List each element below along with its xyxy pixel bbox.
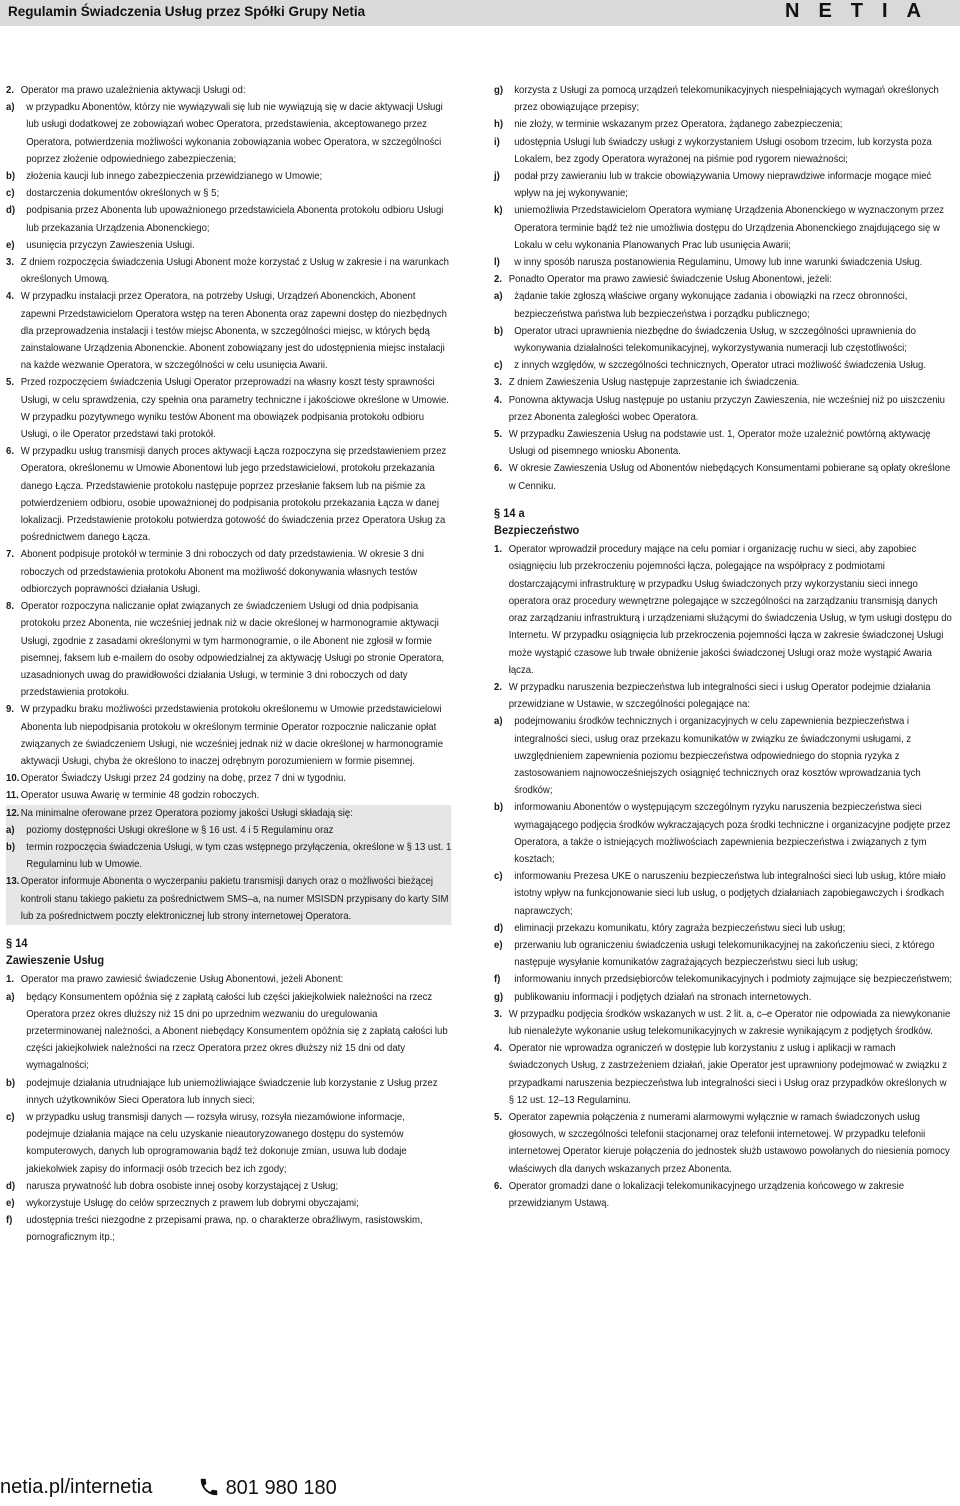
list-item: a) poziomy dostępności Usługi określone w § 16 ust. 4 i 5 Regulaminu oraz <box>6 824 334 836</box>
paragraph-9: 9. W przypadku braku możliwości przedstawienia protokołu określonemu w Umowie przedstawicielowi Abonenta lub niepodpisania protokołu w określonym terminie Operator rozpocznie naliczanie opłat związanych ze świadczeniem Usługi, nie wcześniej jednak niż w dacie określonej w harmonogramie aktywacji Usługi, chyba że określono to inaczej odrębnym porozumieniem w formie pisemnej. <box>6 704 444 767</box>
list-item: d) narusza prywatność lub dobra osobiste innej osoby korzystającej z Usług; <box>6 1180 339 1192</box>
paragraph-11: 11. Operator usuwa Awarię w terminie 48 godzin roboczych. <box>6 790 260 802</box>
list-item: f) udostępnia treści niezgodne z przepisami prawa, np. o charakterze obraźliwym, rasistowskim, pornograficznym itp.; <box>6 1215 423 1244</box>
paragraph-2: 2. Operator ma prawo uzależnienia aktywacji Usługi od: <box>6 85 246 96</box>
footer-url[interactable]: netia.pl/internetia <box>0 1476 153 1498</box>
list-item: e) przerwaniu lub ograniczeniu świadczenia usługi telekomunikacyjnej na zakończeniu sieci, z którego następuje wysyłanie komunikatów zagrażających bezpieczeństwu sieci lub usług; <box>494 939 935 969</box>
list-item: k) uniemożliwia Przedstawicielom Operatora wymianę Urządzenia Abonenckiego w wyznaczonym przez Operatora terminie bądź też nie umożliwia dostępu do Urządzenia Abonenckiego znajdującego się w Lokalu w celu wykonania Planowanych Prac lub usunięcia Awarii; <box>494 205 945 251</box>
paragraph-3: 3. Z dniem rozpoczęcia świadczenia Usługi Abonent może korzystać z Usług w zakresie i na warunkach określonych Umową. <box>6 257 449 286</box>
list-item: c) informowaniu Prezesa UKE o naruszeniu bezpieczeństwa lub integralności sieci lub usług, które miało istotny wpływ na funkcjonowanie sieci lub usług, o podjętych działaniach zapobiegawczych i środkach naprawczych; <box>494 871 946 917</box>
paragraph-4: 4. W przypadku instalacji przez Operatora, na potrzeby Usługi, Urządzeń Abonenckich, Abonent zapewni Przedstawicielom Operatora wstęp na teren Abonenta oraz zapewni dostęp do niezbędnych dla przeprowadzenia instalacji i testów miejsc Abonenta, w szczególności miejsc, w których będą zainstalowane Urządzenia Abonenckie. Abonent zobowiązany jest do udostępnienia miejsc instalacji na każde wezwanie Operatora, w szczególności w celu usunięcia Awarii. <box>6 291 447 372</box>
paragraph-5: 5. Przed rozpoczęciem świadczenia Usługi Operator przeprowadzi na własny koszt testy sprawności Usługi, w celu sprawdzenia, czy spełnia ona parametry techniczne i jakościowe określone w Umowie. W przypadku pozytywnego wyniku testów Abonent ma obowiązek podpisania protokołu odbioru Usługi, o ile Operator przedstawi taki protokół. <box>6 377 449 441</box>
document-title: Regulamin Świadczenia Usług przez Spółki Grupy Netia <box>8 4 366 19</box>
list-item: h) nie złoży, w terminie wskazanym przez Operatora, żądanego zabezpieczenia; <box>494 119 843 131</box>
list-item: b) złożenia kaucji lub innego zabezpieczenia przewidzianego w Umowie; <box>6 171 323 183</box>
list-item: c) dostarczenia dokumentów określonych w § 5; <box>6 188 220 200</box>
list-item: e) usunięcia przyczyn Zawieszenia Usługi. <box>6 239 195 251</box>
footer <box>0 1476 337 1499</box>
list-item: a) żądanie takie zgłoszą właściwe organy wykonujące zadania i obowiązki na rzecz obronności, bezpieczeństwa państwa lub bezpieczeństwa i porządku publicznego; <box>494 291 908 320</box>
s14a-paragraph-6: 6. Operator gromadzi dane o lokalizacji telekomunikacyjnego urządzenia końcowego w zakresie przewidzianym Ustawą. <box>494 1180 905 1209</box>
list-item: f) informowaniu innych przedsiębiorców telekomunikacyjnych i podmioty zajmujące się bezpieczeństwem; <box>494 974 953 986</box>
s14-paragraph-2: 2. Ponadto Operator ma prawo zawiesić świadczenie Usług Abonentowi, jeżeli: <box>494 274 832 286</box>
s14-paragraph-5: 5. W przypadku Zawieszenia Usług na podstawie ust. 1, Operator może uzależnić powtórną aktywację Usługi od pisemnego wniosku Abonenta. <box>494 429 931 458</box>
s14a-paragraph-5: 5. Operator zapewnia połączenia z numerami alarmowymi wyłącznie w ramach świadczonych usług głosowych, w szczególności telefonii stacjonarnej oraz telefonii internetowej. W przypadku telefonii internetowej Operator kieruje połączenia do jednostek służb ustawowo powołanych do niesienia pomocy właściwych dla danych wskazanych przez Abonenta. <box>494 1111 950 1175</box>
list-item: b) informowaniu Abonentów o występującym szczególnym ryzyku naruszenia bezpieczeństwa sieci wymagającego podjęcia środków wykraczających poza środki techniczne i organizacyjne podjęte przez Operatora, a także o istniejących możliwościach zapewnienia bezpieczeństwa i związanych z tym kosztach; <box>494 802 951 865</box>
section-14-title: Zawieszenie Usług <box>6 953 105 968</box>
list-item: j) podał przy zawieraniu lub w trakcie obowiązywania Umowy nieprawdziwe informacje mogące mieć wpływ na jej wykonywanie; <box>494 171 932 200</box>
highlighted-block <box>6 805 451 925</box>
list-item: a) podejmowaniu środków technicznych i organizacyjnych w celu zapewnienia bezpieczeństwa i integralności sieci, usług oraz przekazu komunikatów w związku ze świadczonymi usługami, z uwzględnieniem zapewnienia poziomu bezpieczeństwa odpowiedniego do stopnia ryzyka z zastosowaniem najnowocześniejszych osiągnięć technicznych oraz kosztów wprowadzania tych środków; <box>494 716 921 797</box>
section-14a-number: § 14 a <box>494 505 525 520</box>
list-item: g) korzysta z Usługi za pomocą urządzeń telekomunikacyjnych niespełniających wymagań określonych przez obowiązujące przepisy; <box>494 85 939 114</box>
paragraph-13: 13. Operator informuje Abonenta o wyczerpaniu pakietu transmisji danych oraz o możliwości bieżącej kontroli stanu takiego pakietu za pośrednictwem SMS–a, na numer MSISDN przypisany do karty SIM lub za pośrednictwem poczty elektronicznej lub strony internetowej Operatora. <box>6 876 449 922</box>
right-column <box>494 82 954 1212</box>
paragraph-7: 7. Abonent podpisuje protokół w terminie 3 dni roboczych od daty przedstawienia. W okresie 3 dni roboczych od przedstawienia protokołu Abonent ma możliwość dokonywania własnych testów odbiorczych poprawności działania Usługi. <box>6 549 425 595</box>
s14-paragraph-6: 6. W okresie Zawieszenia Usług od Abonentów niebędących Konsumentami pobierane są opłaty określone w Cenniku. <box>494 463 951 492</box>
phone-number[interactable]: 801 980 180 <box>225 1477 337 1499</box>
footer-phone <box>198 1476 337 1500</box>
list-item: a) w przypadku Abonentów, którzy nie wywiązywali się lub nie wywiązują się w dacie aktywacji Usługi lub usługi dodatkowej ze zobowiązań wobec Operatora, przedstawienia, akceptowanego przez Operatora, potwierdzenia możliwości wykonania zobowiązania wobec Operatora, w szczególności poprzez złożenie odpowiedniego zabezpieczenia; <box>6 102 443 165</box>
netia-logo: NETIA <box>785 0 940 22</box>
phone-icon <box>198 1476 220 1498</box>
list-item: l) w inny sposób narusza postanowienia Regulaminu, Umowy lub inne warunki świadczenia Usług. <box>494 257 923 269</box>
list-item: c) z innych względów, w szczególności technicznych, Operator utraci możliwość świadczenia Usług. <box>494 360 927 372</box>
section-14-number: § 14 <box>6 935 28 950</box>
paragraph-8: 8. Operator rozpoczyna naliczanie opłat związanych ze świadczeniem Usługi od dnia podpisania protokołu przez Abonenta, nie wcześniej jednak niż w dacie określonej w harmonogramie aktywacji Usługi, zgodnie z zasadami określonymi w tym harmonogramie, o ile Abonent nie zgłosił w formie pisemnej, faksem lub e-mailem do osoby odpowiedzialnej za aktywację Usługi po stronie Operatora, uzasadnionych uwag do prawidłowości działania Usługi, w terminie 3 dni roboczych od daty przedstawienia protokołu. <box>6 601 445 699</box>
s14a-paragraph-4: 4. Operator nie wprowadza ograniczeń w dostępie lub korzystaniu z usług i aplikacji w ramach świadczonych Usług, z zastrzeżeniem działań, jakie Operator jest uprawniony podejmować w związku z przypadkami naruszenia bezpieczeństwa lub integralności sieci i Usług oraz przypadków określonych w § 12 ust. 12–13 Regulaminu. <box>494 1043 948 1106</box>
list-item: g) publikowaniu informacji i podjętych działań na stronach internetowych. <box>494 991 812 1003</box>
s14-paragraph-1: 1. Operator ma prawo zawiesić świadczenie Usług Abonentowi, jeżeli Abonent: <box>6 974 344 986</box>
left-column <box>6 82 451 1247</box>
list-item: d) podpisania przez Abonenta lub upoważnionego przedstawiciela Abonenta protokołu odbioru Usługi lub przekazania Urządzenia Abonenckiego; <box>6 205 444 234</box>
section-14a-title: Bezpieczeństwo <box>494 523 580 538</box>
list-item: a) będący Konsumentem opóźnia się z zapłatą całości lub części jakiejkolwiek należności na rzecz Operatora przez okres dłuższy niż 15 dni po uprzednim wezwaniu do uregulowania przeterminowanej należności, a Abonent niebędący Konsumentem opóźnia się z zapłatą całości lub części jakiejkolwiek należności na rzecz Operatora przez okres dłuższy niż 15 dni od daty wymagalności; <box>6 991 448 1072</box>
paragraph-12: 12. Na minimalne oferowane przez Operatora poziomy jakości Usługi składają się: <box>6 807 353 819</box>
s14a-paragraph-1: 1. Operator wprowadził procedury mające na celu pomiar i organizację ruchu w sieci, aby zapobiec osiągnięciu lub przekroczeniu pojemności łącza, polegające na współpracy z podmiotami dostarczającymi infrastrukturę w przypadku Usług świadczonych przy wykorzystaniu sieci innego operatora oraz procedury wewnętrzne polegające w szczególności na zarządzaniu transmisją danych oraz zarządzaniu infrastrukturą i urządzeniami służącymi do świadczenia Usług, w tym usługi dostępu do Internetu. W przypadku osiągnięcia lub przekroczenia pojemności łącza w zakresie świadczonej Usługi może wystąpić czasowe lub trwałe obniżenie jakości świadczonej Usługi oraz może wystąpić Awaria łącza. <box>494 544 952 676</box>
header-bar <box>0 0 960 26</box>
s14a-paragraph-3: 3. W przypadku podjęcia środków wskazanych w ust. 2 lit. a, c–e Operator nie odpowiada za niewykonanie lub nienależyte wykonanie usług telekomunikacyjnych w zakresie wynikającym z podjętych środków. <box>494 1008 951 1037</box>
paragraph-6: 6. W przypadku usług transmisji danych proces aktywacji Łącza rozpoczyna się przedstawieniem przez Operatora, określonemu w Umowie Abonentowi lub jego przedstawicielowi, protokołu przekazania danego Łącza. Przedstawienie protokołu następuje poprzez przesłanie faksem lub na piśmie za potwierdzeniem odbioru, osobie upoważnionej do podpisania protokołu przekazania Łącza w danej lokalizacji. Przedstawienie protokołu potwierdza gotowość do świadczenia przez Operatora Usług za pośrednictwem danego Łącza. <box>6 446 447 544</box>
paragraph-10: 10. Operator Świadczy Usługi przez 24 godziny na dobę, przez 7 dni w tygodniu. <box>6 773 346 785</box>
list-item: b) podejmuje działania utrudniające lub uniemożliwiające świadczenie lub korzystanie z Usług przez innych użytkowników Sieci Operatora lub innych sieci; <box>6 1077 438 1106</box>
list-item: b) Operator utraci uprawnienia niezbędne do świadczenia Usług, w szczególności uprawnienia do wykonywania działalności telekomunikacyjnej, wykorzystywania numeracji lub częstotliwości; <box>494 325 916 355</box>
list-item: i) udostępnia Usługi lub świadczy usługi z wykorzystaniem Usługi osobom trzecim, lub korzysta poza Lokalem, bez zgody Operatora wyrażonej na piśmie pod rygorem nieważności; <box>494 136 932 165</box>
s14-paragraph-3: 3. Z dniem Zawieszenia Usług następuje zaprzestanie ich świadczenia. <box>494 377 800 389</box>
s14a-paragraph-2: 2. W przypadku naruszenia bezpieczeństwa lub integralności sieci i usług Operator podejmie działania przewidziane w Ustawie, w szczególności polegające na: <box>494 681 931 711</box>
list-item: c) w przypadku usług transmisji danych — rozsyła wirusy, rozsyła niezamówione informacje, podejmuje działania mające na celu uzyskanie nieautoryzowanego dostępu do systemów komputerowych, danych lub oprogramowania bądź też dokonuje zmian, usuwa lub dodaje jakiekolwiek zapisy do informacji osób trzecich bez ich zgody; <box>6 1111 407 1175</box>
list-item: b) termin rozpoczęcia świadczenia Usługi, w tym czas wstępnego przyłączenia, określone w § 13 ust. 1 Regulaminu lub w Umowie. <box>6 841 452 871</box>
list-item: d) eliminacji przekazu komunikatu, który zagraża bezpieczeństwu sieci lub usług; <box>494 922 846 934</box>
list-item: e) wykorzystuje Usługę do celów sprzecznych z prawem lub dobrymi obyczajami; <box>6 1198 359 1209</box>
s14-paragraph-4: 4. Ponowna aktywacja Usług następuje po ustaniu przyczyn Zawieszenia, nie wcześniej niż po uiszczeniu przez Abonenta zaległości wobec Operatora. <box>494 394 945 423</box>
